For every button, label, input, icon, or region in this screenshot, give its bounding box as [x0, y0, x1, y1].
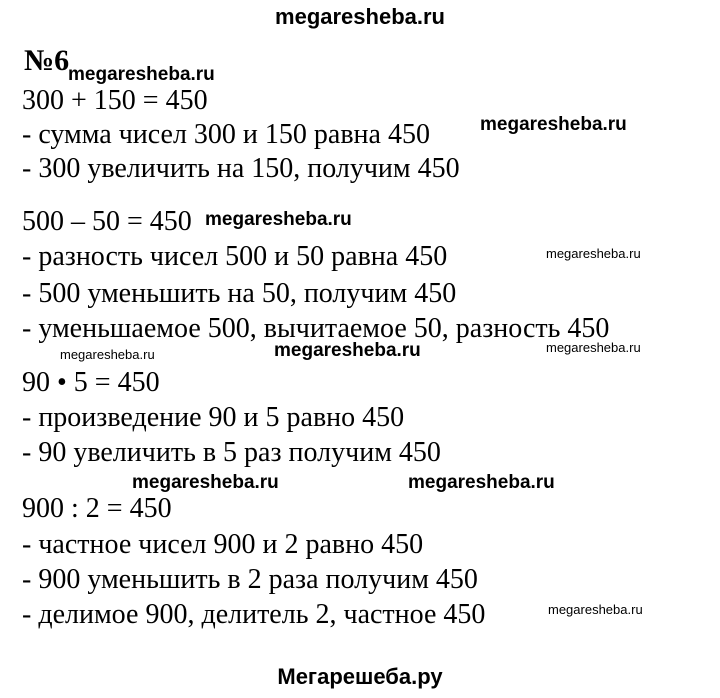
watermark: megaresheba.ru: [274, 340, 421, 361]
explanation-line: - делимое 900, делитель 2, частное 450: [22, 599, 486, 630]
watermark: megaresheba.ru: [546, 246, 641, 261]
equation-multiplication: 90 • 5 = 450: [22, 367, 160, 398]
equation-subtraction: 500 – 50 = 450: [22, 206, 192, 237]
explanation-line: - сумма чисел 300 и 150 равна 450: [22, 119, 430, 150]
explanation-line: - частное чисел 900 и 2 равно 450: [22, 529, 424, 560]
watermark: megaresheba.ru: [546, 340, 641, 355]
equation-addition: 300 + 150 = 450: [22, 85, 208, 116]
watermark: megaresheba.ru: [68, 64, 215, 85]
task-number: №6: [24, 44, 70, 77]
explanation-line: - произведение 90 и 5 равно 450: [22, 402, 405, 433]
site-header: megaresheba.ru: [275, 4, 445, 29]
explanation-line: - разность чисел 500 и 50 равна 450: [22, 241, 448, 272]
explanation-line: - 500 уменьшить на 50, получим 450: [22, 278, 457, 309]
watermark: megaresheba.ru: [132, 472, 279, 493]
watermark: megaresheba.ru: [480, 114, 627, 135]
watermark: megaresheba.ru: [548, 602, 643, 617]
watermark: megaresheba.ru: [60, 347, 155, 362]
watermark: megaresheba.ru: [205, 209, 352, 230]
watermark: megaresheba.ru: [408, 472, 555, 493]
equation-division: 900 : 2 = 450: [22, 493, 172, 524]
site-footer: Мегарешеба.ру: [277, 664, 443, 689]
explanation-line: - 90 увеличить в 5 раз получим 450: [22, 437, 441, 468]
explanation-line: - уменьшаемое 500, вычитаемое 50, разность 450: [22, 313, 610, 344]
explanation-line: - 300 увеличить на 150, получим 450: [22, 153, 460, 184]
explanation-line: - 900 уменьшить в 2 раза получим 450: [22, 564, 478, 595]
